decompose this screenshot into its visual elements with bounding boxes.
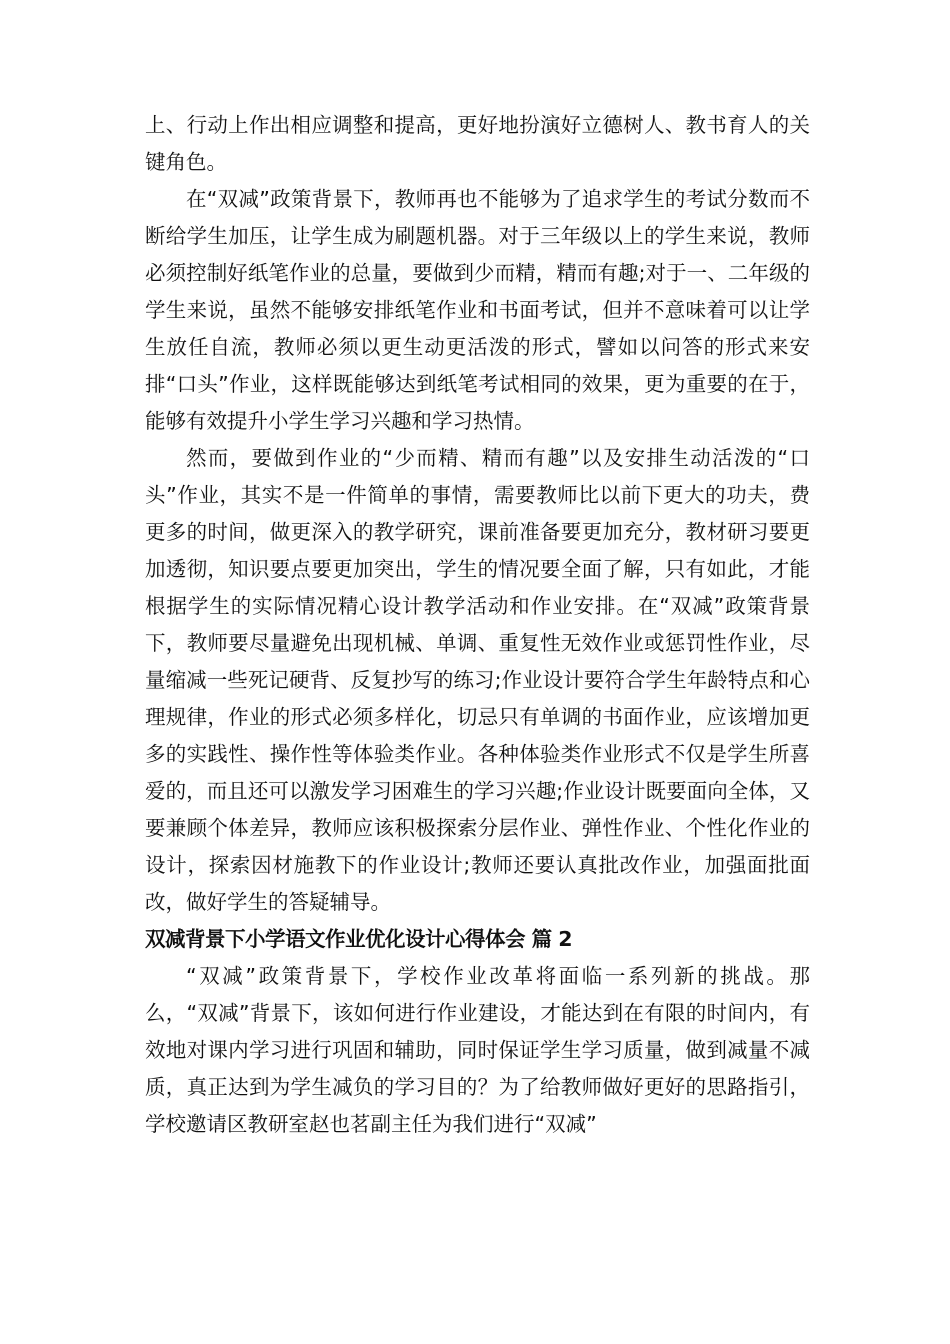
paragraph-homework-control: 在“双减”政策背景下，教师再也不能够为了追求学生的考试分数而不断给学生加压，让学生成为刷题机器。对于三年级以上的学生来说，教师必须控制好纸笔作业的总量，要做到少而精，精而有趣;对于一、二年级的学生来说，虽然不能够安排纸笔作业和书面考试，但并不意味着可以让学生放任自流，教师必须以更生动更活泼的形式，譬如以问答的形式来安排“口头”作业，这样既能够达到纸笔考试相同的效果，更为重要的在于，能够有效提升小学生学习兴趣和学习热情。 xyxy=(145,187,810,433)
paragraph-continuation: 上、行动上作出相应调整和提高，更好地扮演好立德树人、教书育人的关键角色。 xyxy=(145,113,810,174)
paragraph-section-intro: “双减”政策背景下，学校作业改革将面临一系列新的挑战。那么，“双减”背景下，该如何进行作业建设，才能达到在有限的时间内，有效地对课内学习进行巩固和辅助，同时保证学生学习质量，做到减量不减质，真正达到为学生减负的学习目的？为了给教师做好更好的思路指引，学校邀请区教研室赵也茗副主任为我们进行“双减” xyxy=(145,964,810,1136)
section-heading: 双减背景下小学语文作业优化设计心得体会 篇 2 xyxy=(145,927,573,951)
paragraph-homework-design: 然而，要做到作业的“少而精、精而有趣”以及安排生动活泼的“口头”作业，其实不是一件简单的事情，需要教师比以前下更大的功夫，费更多的时间，做更深入的教学研究，课前准备要更加充分，教材研习要更加透彻，知识要点要更加突出，学生的情况要全面了解，只有如此，才能根据学生的实际情况精心设计教学活动和作业安排。在“双减”政策背景下，教师要尽量避免出现机械、单调、重复性无效作业或惩罚性作业，尽量缩减一些死记硬背、反复抄写的练习;作业设计要符合学生年龄特点和心理规律，作业的形式必须多样化，切忌只有单调的书面作业，应该增加更多的实践性、操作性等体验类作业。各种体验类作业形式不仅是学生所喜爱的，而且还可以激发学习困难生的学习兴趣;作业设计既要面向全体，又要兼顾个体差异，教师应该积极探索分层作业、弹性作业、个性化作业的设计，探索因材施教下的作业设计;教师还要认真批改作业，加强面批面改，做好学生的答疑辅导。 xyxy=(145,446,810,914)
document-page xyxy=(145,107,810,1143)
